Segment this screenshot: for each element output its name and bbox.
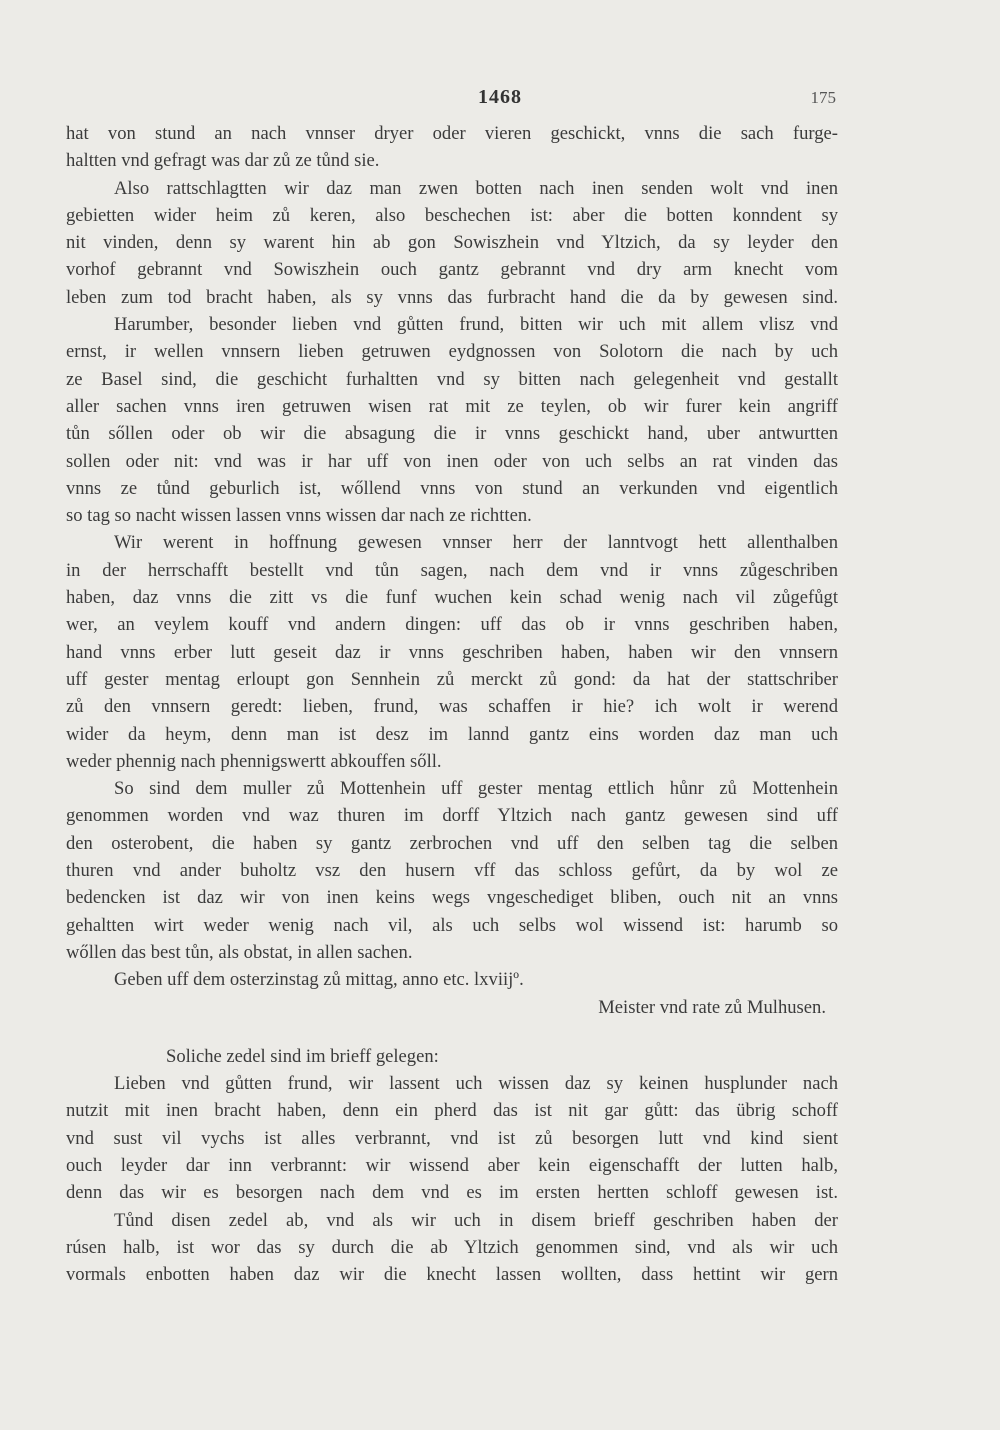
text-line: vorhof gebrannt vnd Sowiszhein ouch gantz gebrannt vnd dry arm knecht vom	[66, 259, 838, 281]
text-line: denn das wir es besorgen nach dem vnd es im ersten hertten schloff gewesen ist.	[66, 1182, 838, 1204]
text-line: wider da heym, denn man ist desz im lannd gantz eins worden daz man uch	[66, 723, 838, 745]
text-line: sollen oder nit: vnd was ir har uff von inen oder von uch selbs an rat vinden das	[66, 450, 838, 472]
page-header-year: 1468	[478, 86, 522, 108]
text-line: haben, daz vnns die zitt vs die funf wuchen kein schad wenig nach vil zůgefůgt	[66, 587, 838, 609]
section-gap	[66, 1021, 838, 1043]
paragraph-start-line: Tůnd disen zedel ab, vnd als wir uch in disem brieff geschriben haben der	[114, 1209, 838, 1231]
text-line: tůn sőllen oder ob wir die absagung die ir vnns geschickt hand, uber antwurtten	[66, 423, 838, 445]
paragraph-start-line: So sind dem muller zů Mottenhein uff gester mentag ettlich hůnr zů Mottenhein	[114, 778, 838, 800]
text-line: wer, an veylem kouff vnd andern dingen: uff das ob ir vnns geschriben haben,	[66, 614, 838, 636]
text-line: vormals enbotten haben daz wir die knecht lassen wollten, dass hettint wir gern	[66, 1264, 838, 1286]
text-line: vnns ze tůnd geburlich ist, wőllend vnns von stund an verkunden vnd eigentlich	[66, 477, 838, 499]
text-line: nit vinden, denn sy warent hin ab gon Sowiszhein vnd Yltzich, da sy leyder den	[66, 232, 838, 254]
text-line: hand vnns erber lutt geseit daz ir vnns geschriben haben, haben wir den vnnsern	[66, 641, 838, 663]
paragraph-start-line: Lieben vnd gůtten frund, wir lassent uch wissen daz sy keinen husplunder nach	[114, 1073, 838, 1095]
text-line: genommen worden vnd waz thuren im dorff Yltzich nach gantz gewesen sind uff	[66, 805, 838, 827]
text-line: haltten vnd gefragt was dar zů ze tůnd sie.	[66, 150, 380, 172]
text-line: weder phennig nach phennigswertt abkouffen sőll.	[66, 750, 442, 772]
text-line: ouch leyder dar inn verbrannt: wir wissend aber kein eigenschafft der lutten halb,	[66, 1154, 838, 1176]
signature-line: Meister vnd rate zů Mulhusen.	[598, 996, 826, 1018]
text-line: uff gester mentag erloupt gon Sennhein zů merckt zů gond: da hat der stattschriber	[66, 668, 838, 690]
page-number: 175	[810, 88, 836, 107]
paragraph-start-line: Harumber, besonder lieben vnd gůtten frund, bitten wir uch mit allem vlisz vnd	[114, 314, 838, 336]
text-line: ze Basel sind, die geschicht furhaltten vnd sy bitten nach gelegenheit vnd gestallt	[66, 368, 838, 390]
text-line: leben zum tod bracht haben, als sy vnns das furbracht hand die da by gewesen sind.	[66, 286, 838, 308]
text-line: aller sachen vnns iren getruwen wisen rat mit ze teylen, ob wir furer kein angriff	[66, 395, 838, 417]
text-line: ernst, ir wellen vnnsern lieben getruwen eydgnossen von Solotorn die nach by uch	[66, 341, 838, 363]
text-line: rúsen halb, ist wor das sy durch die ab Yltzich genommen sind, vnd als wir uch	[66, 1236, 838, 1258]
text-line: den osterobent, die haben sy gantz zerbrochen vnd uff den selben tag die selben	[66, 832, 838, 854]
text-line: bedencken ist daz wir von inen keins wegs vngeschediget bliben, ouch nit an vnns	[66, 887, 838, 909]
paragraph-start-line: Wir werent in hoffnung gewesen vnnser herr der lanntvogt hett allenthalben	[114, 532, 838, 554]
paragraph-start-line: Also rattschlagtten wir daz man zwen botten nach inen senden wolt vnd inen	[114, 177, 838, 199]
section-heading: Soliche zedel sind im brieff gelegen:	[166, 1045, 439, 1067]
text-line: gebietten wider heim zů keren, also beschechen ist: aber die botten konndent sy	[66, 204, 838, 226]
text-line: vnd sust vil vychs ist alles verbrannt, vnd ist zů besorgen lutt vnd kind sient	[66, 1127, 838, 1149]
dating-line: Geben uff dem osterzinstag zů mittag, anno etc. lxviijº.	[114, 969, 524, 991]
text-line: zů den vnnsern geredt: lieben, frund, was schaffen ir hie? ich wolt ir werend	[66, 696, 838, 718]
text-line: wőllen das best tůn, als obstat, in allen sachen.	[66, 941, 413, 963]
text-line: hat von stund an nach vnnser dryer oder vieren geschickt, vnns die sach furge-	[66, 123, 838, 144]
text-line: gehaltten wirt weder wenig nach vil, als uch selbs wol wissend ist: harumb so	[66, 914, 838, 936]
text-line: in der herrschafft bestellt vnd tůn sagen, nach dem vnd ir vnns zůgeschriben	[66, 559, 838, 581]
text-line: so tag so nacht wissen lassen vnns wissen dar nach ze richtten.	[66, 505, 532, 527]
text-line: nutzit mit inen bracht haben, denn ein pherd das ist nit gar gůtt: das übrig schoff	[66, 1100, 838, 1122]
text-line: thuren vnd ander buholtz vsz den husern vff das schloss gefůrt, da by wol ze	[66, 860, 838, 882]
document-body	[66, 120, 838, 1288]
